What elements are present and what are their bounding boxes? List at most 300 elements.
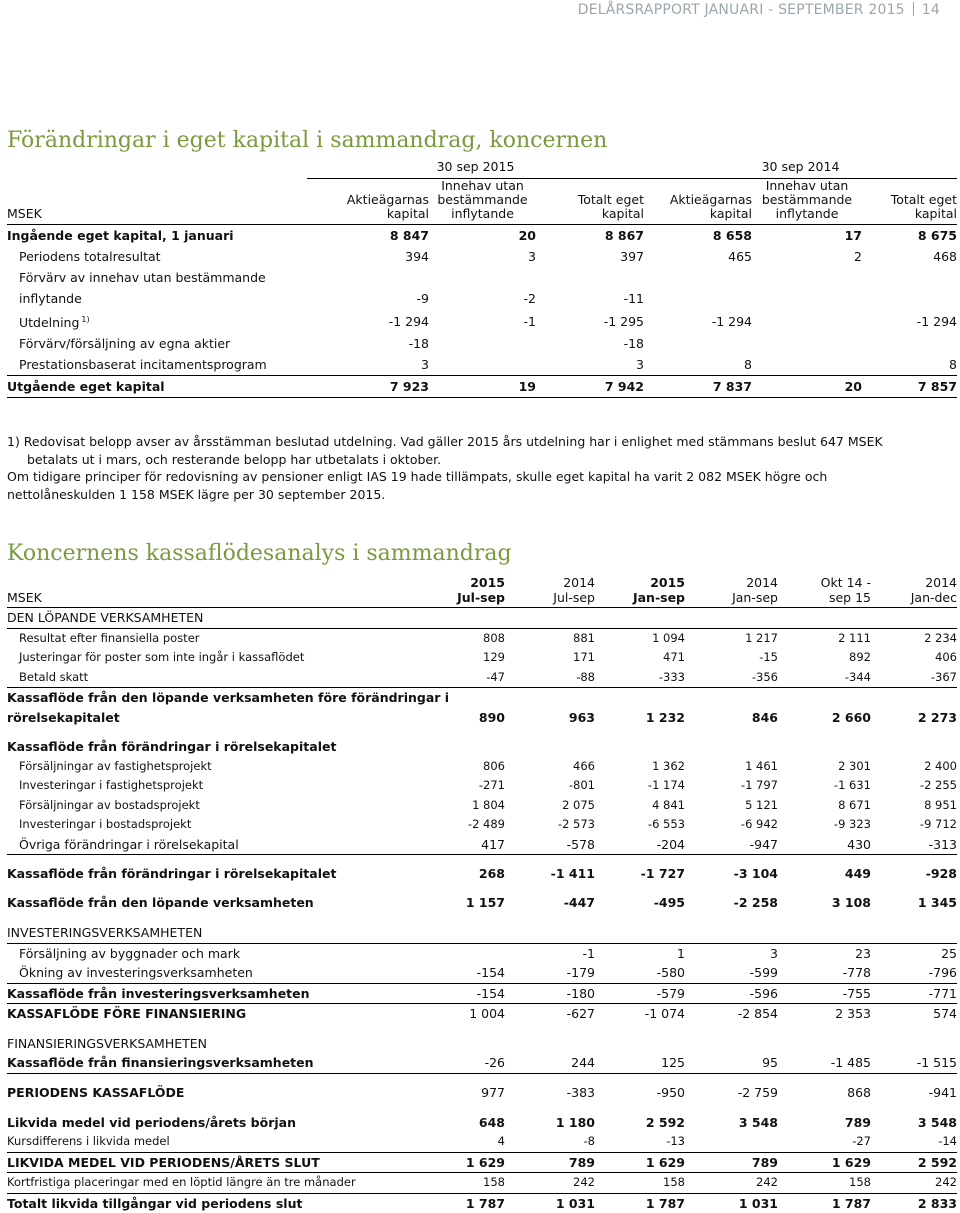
msek-label: MSEK: [7, 571, 397, 608]
value-cell: -578: [505, 835, 595, 855]
equity-table: [7, 156, 957, 398]
value-cell: -1 727: [640, 866, 685, 881]
value-cell: 648: [478, 1114, 505, 1130]
row-total-liquid-assets: [7, 1193, 957, 1213]
value-cell: 394: [405, 249, 429, 264]
value-cell: [397, 608, 505, 629]
equity-notes: [7, 433, 937, 503]
equity-column-header-row: [7, 179, 957, 225]
row-opening-equity: [7, 225, 957, 247]
row-label: Övriga förändringar i rörelsekapital: [7, 835, 397, 855]
row-tax-paid: [7, 668, 957, 688]
row-label: Periodens totalresultat: [19, 249, 161, 264]
value-cell: [862, 288, 957, 309]
value-cell: -447: [563, 895, 595, 910]
col-header-3: 2015 Jan-sep: [595, 571, 685, 608]
value-cell: 1 031: [738, 1195, 778, 1211]
value-cell: 2 833: [917, 1195, 957, 1211]
row-label: Försäljningar av bostadsprojekt: [19, 797, 200, 812]
value-cell: -941: [928, 1084, 957, 1100]
value-cell: [862, 267, 957, 288]
value-cell: -179: [505, 963, 595, 983]
value-cell: [778, 688, 871, 708]
value-cell: -2 854: [737, 1006, 778, 1021]
value-cell: -9 712: [919, 817, 957, 831]
row-investing-cashflow: [7, 983, 957, 1004]
spacer-row: [7, 727, 957, 737]
value-cell: -6 942: [740, 817, 778, 831]
col-header-noncontrolling-2014: Innehav utan bestämmande inflytande: [752, 179, 862, 225]
footnote-dividend: 1) Redovisat belopp avser av årsstämman beslutad utdelning. Vad gäller 2015 års utdelning har i enlighet med stämmans beslut 647 MSEK betalats ut i mars, och resterande belopp har utbetalats i oktober.: [7, 434, 883, 467]
value-cell: 892: [849, 650, 871, 664]
value-cell: [505, 923, 595, 943]
value-cell: 95: [685, 1053, 778, 1073]
value-cell: 1 362: [652, 758, 685, 773]
value-cell: 2 301: [838, 758, 871, 773]
value-cell: -2 573: [557, 817, 595, 831]
row-cashflow-before-wc-label: [7, 688, 957, 708]
value-cell: [871, 608, 957, 629]
value-cell: [595, 923, 685, 943]
value-cell: 977: [481, 1084, 505, 1100]
value-cell: 8 951: [924, 797, 957, 812]
value-cell: 8 675: [917, 228, 957, 243]
equity-period-row: [7, 156, 957, 179]
row-label: Justeringar för poster som inte ingår i kassaflödet: [19, 650, 305, 664]
value-cell: [397, 943, 505, 963]
col-header-total-2015: Totalt eget kapital: [536, 179, 644, 225]
value-cell: 4: [397, 1132, 505, 1152]
row-acquisition-label: [7, 267, 957, 288]
col-header-1: 2015 Jul-sep: [397, 571, 505, 608]
value-cell: 1 787: [831, 1195, 871, 1211]
col-header-shareholders-2014: Aktieägarnas kapital: [644, 179, 752, 225]
value-cell: [505, 608, 595, 629]
value-cell: 2 273: [917, 709, 957, 725]
cashflow-header-row: [7, 571, 957, 608]
value-cell: -27: [778, 1132, 871, 1152]
footnote-marker: 1): [81, 315, 90, 324]
row-label: Förvärv av innehav utan bestämmande: [19, 270, 266, 285]
value-cell: -627: [566, 1006, 595, 1021]
value-cell: -1 411: [550, 866, 595, 881]
value-cell: -6 553: [647, 817, 685, 831]
col-header-2: 2014 Jul-sep: [505, 571, 595, 608]
row-operating-cashflow: [7, 884, 957, 913]
header-divider: [913, 2, 914, 16]
row-label: Kassaflöde från förändringar i rörelsekapitalet: [7, 739, 337, 754]
col-header-total-2014: Totalt eget kapital: [862, 179, 957, 225]
row-profit-after-financial: [7, 628, 957, 648]
value-cell: [505, 688, 595, 708]
row-label: PERIODENS KASSAFLÖDE: [7, 1084, 185, 1100]
value-cell: [778, 923, 871, 943]
value-cell: [752, 354, 862, 376]
value-cell: -755: [778, 983, 871, 1004]
row-label: Förvärv/försäljning av egna aktier: [19, 336, 231, 352]
row-label: Investeringar i bostadsprojekt: [19, 817, 192, 831]
value-cell: 244: [505, 1053, 595, 1073]
value-cell: [429, 267, 536, 288]
row-cashflow-before-wc: [7, 708, 957, 728]
value-cell: [685, 688, 778, 708]
row-treasury-shares: [7, 333, 957, 354]
row-wc-heading: [7, 737, 957, 757]
row-label: Försäljning av byggnader och mark: [19, 945, 241, 961]
value-cell: [685, 923, 778, 943]
value-cell: 1 094: [652, 630, 685, 645]
value-cell: 2 111: [838, 630, 871, 645]
value-cell: 890: [478, 709, 505, 725]
value-cell: [752, 267, 862, 288]
value-cell: 2: [854, 249, 862, 264]
col-header-shareholders-2015: Aktieägarnas kapital: [307, 179, 429, 225]
value-cell: 1 180: [555, 1114, 595, 1130]
row-label: Utgående eget kapital: [7, 376, 307, 398]
value-cell: -2 258: [733, 895, 778, 910]
value-cell: -204: [595, 835, 685, 855]
period-2014-heading: 30 sep 2014: [644, 156, 957, 179]
value-cell: [595, 737, 685, 757]
value-cell: -88: [505, 668, 595, 688]
row-sales-property-projects: [7, 757, 957, 777]
row-invest-property-projects: [7, 776, 957, 796]
value-cell: [536, 267, 644, 288]
value-cell: 1 804: [472, 797, 505, 812]
row-label: Kursdifferens i likvida medel: [7, 1132, 397, 1152]
value-cell: 7 942: [536, 376, 644, 398]
row-sale-buildings-land: [7, 943, 957, 963]
value-cell: 3: [536, 354, 644, 376]
value-cell: -495: [653, 895, 685, 910]
row-label: LIKVIDA MEDEL VID PERIODENS/ÅRETS SLUT: [7, 1152, 397, 1173]
page-number: 14: [921, 2, 940, 18]
equity-section-title: Förändringar i eget kapital i sammandrag, koncernen: [7, 128, 608, 153]
value-cell: 25: [941, 945, 957, 961]
row-operating-heading: [7, 608, 957, 629]
value-cell: 2 353: [835, 1006, 871, 1021]
row-label: rörelsekapitalet: [7, 709, 120, 725]
value-cell: -15: [759, 650, 778, 664]
value-cell: 468: [933, 249, 957, 264]
row-label: FINANSIERINGSVERKSAMHETEN: [7, 1035, 208, 1051]
value-cell: [429, 333, 536, 354]
value-cell: 2 592: [871, 1152, 957, 1173]
value-cell: [685, 608, 778, 629]
row-financing-cashflow: [7, 1053, 957, 1073]
value-cell: 158: [397, 1173, 505, 1194]
row-total-result: [7, 246, 957, 267]
page-header: [578, 2, 940, 18]
msek-label: MSEK: [7, 179, 307, 225]
row-financing-heading: [7, 1034, 957, 1054]
col-header-noncontrolling-2015: Innehav utan bestämmande inflytande: [429, 179, 536, 225]
value-cell: 7 923: [307, 376, 429, 398]
value-cell: [397, 737, 505, 757]
row-label: Utdelning $^{1)}$: [19, 315, 90, 331]
value-cell: 1 461: [745, 758, 778, 773]
value-cell: [778, 608, 871, 629]
value-cell: -1 797: [740, 778, 778, 792]
row-incentive-program: [7, 354, 957, 376]
value-cell: 158: [595, 1173, 685, 1194]
value-cell: -1 485: [778, 1053, 871, 1073]
row-label: DEN LÖPANDE VERKSAMHETEN: [7, 608, 397, 629]
value-cell: -1 074: [644, 1006, 685, 1021]
row-short-term-investments: [7, 1173, 957, 1194]
row-cash-beginning: [7, 1113, 957, 1133]
row-label: INVESTERINGSVERKSAMHETEN: [7, 923, 397, 943]
value-cell: 1 031: [555, 1195, 595, 1211]
value-cell: 806: [483, 758, 505, 773]
value-cell: 8: [644, 354, 752, 376]
value-cell: [752, 333, 862, 354]
row-label: Kassaflöde från förändringar i rörelsekapitalet: [7, 866, 337, 881]
value-cell: -154: [397, 983, 505, 1004]
value-cell: 3 548: [738, 1114, 778, 1130]
value-cell: 268: [478, 866, 505, 881]
value-cell: 1 629: [778, 1152, 871, 1173]
value-cell: -950: [656, 1084, 685, 1100]
value-cell: -3 104: [733, 866, 778, 881]
value-cell: [595, 688, 685, 708]
spacer-row: [7, 1103, 957, 1113]
value-cell: 3: [770, 945, 778, 961]
value-cell: [505, 737, 595, 757]
row-cashflow-before-financing: [7, 1004, 957, 1024]
report-title: DELÅRSRAPPORT JANUARI - SEPTEMBER 2015: [577, 2, 905, 18]
value-cell: 1 345: [917, 895, 957, 910]
value-cell: 808: [483, 630, 505, 645]
value-cell: -14: [871, 1132, 957, 1152]
row-label: Investeringar i fastighetsprojekt: [19, 778, 204, 792]
col-header-5: Okt 14 - sep 15: [778, 571, 871, 608]
value-cell: -9: [416, 291, 429, 306]
value-cell: -154: [397, 963, 505, 983]
value-cell: 171: [573, 650, 595, 664]
value-cell: 789: [505, 1152, 595, 1173]
value-cell: 8: [862, 354, 957, 376]
value-cell: -579: [595, 983, 685, 1004]
row-adjustments: [7, 648, 957, 668]
row-acquisition: [7, 288, 957, 309]
value-cell: [685, 1034, 778, 1054]
value-cell: 1 004: [469, 1006, 505, 1021]
row-label: Likvida medel vid periodens/årets början: [7, 1114, 296, 1130]
row-sales-housing-projects: [7, 796, 957, 816]
value-cell: [429, 354, 536, 376]
row-investing-increase: [7, 963, 957, 983]
value-cell: -2 489: [467, 817, 505, 831]
row-label: Ökning av investeringsverksamheten: [7, 963, 397, 983]
row-cash-end: [7, 1152, 957, 1173]
value-cell: -18: [623, 336, 644, 352]
value-cell: [307, 267, 429, 288]
value-cell: -1: [582, 945, 595, 961]
value-cell: 20: [518, 228, 536, 243]
value-cell: 158: [778, 1173, 871, 1194]
value-cell: -1 294: [916, 313, 957, 329]
value-cell: 1 217: [745, 630, 778, 645]
value-cell: -1 295: [603, 313, 644, 329]
value-cell: 8 847: [389, 228, 429, 243]
value-cell: 3: [307, 354, 429, 376]
value-cell: -1 174: [647, 778, 685, 792]
value-cell: 19: [429, 376, 536, 398]
spacer-row: [7, 913, 957, 923]
value-cell: [685, 737, 778, 757]
value-cell: 2 592: [645, 1114, 685, 1130]
value-cell: -778: [778, 963, 871, 983]
value-cell: -2: [523, 291, 536, 306]
value-cell: 406: [935, 650, 957, 664]
row-label: KASSAFLÖDE FÖRE FINANSIERING: [7, 1006, 247, 1021]
value-cell: [778, 737, 871, 757]
row-invest-housing-projects: [7, 815, 957, 835]
value-cell: 846: [751, 709, 778, 725]
value-cell: [397, 1034, 505, 1054]
value-cell: -180: [505, 983, 595, 1004]
value-cell: 1 232: [645, 709, 685, 725]
value-cell: -8: [505, 1132, 595, 1152]
value-cell: 8 658: [712, 228, 752, 243]
value-cell: -1 631: [833, 778, 871, 792]
note-pensions: Om tidigare principer för redovisning av pensioner enligt IAS 19 hade tillämpats, skulle eget kapital ha varit 2 082 MSEK högre och nettolåneskulden 1 158 MSEK lägre per 30 september 2015.: [7, 469, 828, 502]
value-cell: 8 867: [604, 228, 644, 243]
value-cell: [752, 288, 862, 309]
cashflow-table: [7, 571, 957, 1213]
value-cell: 1 157: [465, 895, 505, 910]
value-cell: 1 629: [595, 1152, 685, 1173]
value-cell: 963: [568, 709, 595, 725]
row-label: Kassaflöde från den löpande verksamheten: [7, 895, 314, 910]
value-cell: 242: [685, 1173, 778, 1194]
value-cell: 7 857: [862, 376, 957, 398]
value-cell: 430: [778, 835, 871, 855]
value-cell: [505, 1034, 595, 1054]
value-cell: 23: [855, 945, 871, 961]
value-cell: 5 121: [745, 797, 778, 812]
cashflow-section-title: Koncernens kassaflödesanalys i sammandrag: [7, 541, 512, 566]
value-cell: 417: [397, 835, 505, 855]
value-cell: 465: [728, 249, 752, 264]
value-cell: -801: [568, 778, 595, 792]
value-cell: 471: [663, 650, 685, 664]
value-cell: 125: [595, 1053, 685, 1073]
value-cell: 129: [483, 650, 505, 664]
value-cell: 3 548: [917, 1114, 957, 1130]
period-2015-heading: 30 sep 2015: [307, 156, 644, 179]
value-cell: -333: [595, 668, 685, 688]
row-label: Resultat efter finansiella poster: [19, 630, 200, 645]
row-label: Totalt likvida tillgångar vid periodens slut: [7, 1195, 303, 1211]
row-investing-heading: [7, 923, 957, 943]
row-fx-difference: [7, 1132, 957, 1152]
spacer-row: [7, 1024, 957, 1034]
row-label: Betald skatt: [7, 668, 397, 688]
row-other-wc-changes: [7, 835, 957, 855]
value-cell: [644, 288, 752, 309]
value-cell: -2 759: [737, 1084, 778, 1100]
value-cell: -13: [595, 1132, 685, 1152]
value-cell: 397: [620, 249, 644, 264]
value-cell: -771: [871, 983, 957, 1004]
value-cell: -1 294: [711, 313, 752, 329]
value-cell: [862, 333, 957, 354]
value-cell: 868: [847, 1084, 871, 1100]
row-label: Kortfristiga placeringar med en löptid längre än tre månader: [7, 1173, 397, 1194]
value-cell: [595, 1034, 685, 1054]
row-wc-cashflow: [7, 855, 957, 885]
value-cell: -796: [871, 963, 957, 983]
value-cell: -26: [397, 1053, 505, 1073]
value-cell: 2 660: [831, 709, 871, 725]
value-cell: 449: [844, 866, 871, 881]
row-period-cashflow: [7, 1073, 957, 1103]
value-cell: -313: [871, 835, 957, 855]
value-cell: 466: [573, 758, 595, 773]
value-cell: -367: [871, 668, 957, 688]
value-cell: -271: [478, 778, 505, 792]
value-cell: -928: [925, 866, 957, 881]
value-cell: -2 255: [919, 778, 957, 792]
value-cell: 2 400: [924, 758, 957, 773]
value-cell: -1 515: [871, 1053, 957, 1073]
value-cell: 7 837: [644, 376, 752, 398]
value-cell: [397, 923, 505, 943]
value-cell: 1 787: [465, 1195, 505, 1211]
col-header-6: 2014 Jan-dec: [871, 571, 957, 608]
row-label: Kassaflöde från investeringsverksamheten: [7, 983, 397, 1004]
col-header-4: 2014 Jan-sep: [685, 571, 778, 608]
value-cell: 789: [685, 1152, 778, 1173]
row-label: Försäljningar av fastighetsprojekt: [19, 758, 212, 773]
value-cell: -344: [778, 668, 871, 688]
value-cell: -1 294: [388, 313, 429, 329]
value-cell: [644, 267, 752, 288]
value-cell: 1 629: [397, 1152, 505, 1173]
value-cell: [752, 309, 862, 333]
value-cell: -11: [623, 291, 644, 306]
row-label: Prestationsbaserat incitamentsprogram: [7, 354, 307, 376]
value-cell: -383: [566, 1084, 595, 1100]
value-cell: 242: [871, 1173, 957, 1194]
value-cell: 20: [752, 376, 862, 398]
row-closing-equity: [7, 376, 957, 398]
value-cell: -580: [595, 963, 685, 983]
value-cell: -947: [685, 835, 778, 855]
row-dividend: [7, 309, 957, 333]
value-cell: 3: [528, 249, 536, 264]
value-cell: 3 108: [831, 895, 871, 910]
value-cell: [871, 688, 957, 708]
row-label: Kassaflöde från den löpande verksamheten före förändringar i: [7, 690, 450, 705]
value-cell: 881: [573, 630, 595, 645]
value-cell: 574: [933, 1006, 957, 1021]
value-cell: 1: [677, 945, 685, 961]
value-cell: 789: [844, 1114, 871, 1130]
value-cell: [644, 333, 752, 354]
value-cell: -47: [397, 668, 505, 688]
value-cell: [778, 1034, 871, 1054]
value-cell: -18: [408, 336, 429, 352]
value-cell: [595, 608, 685, 629]
value-cell: 1 787: [645, 1195, 685, 1211]
value-cell: 242: [505, 1173, 595, 1194]
value-cell: [871, 737, 957, 757]
value-cell: 2 234: [924, 630, 957, 645]
row-label: inflytande: [19, 291, 82, 306]
